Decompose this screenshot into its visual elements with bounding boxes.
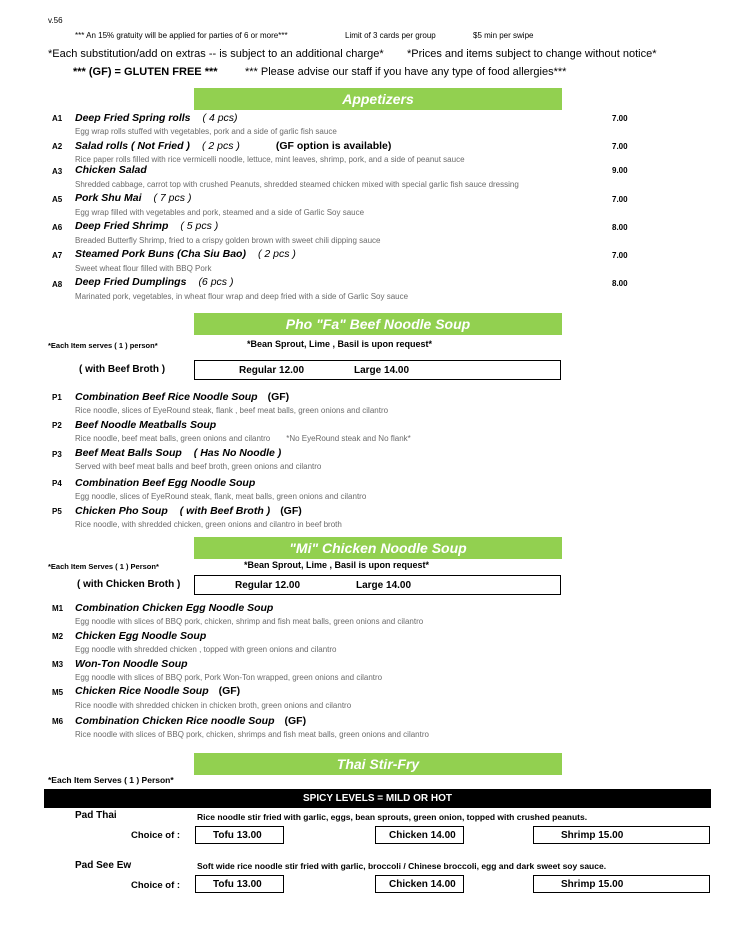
item-name: Salad rolls ( Not Fried ) ( 2 pcs ) (GF option is available) <box>75 140 392 152</box>
item-name: Deep Fried Dumplings (6 pcs ) <box>75 276 234 288</box>
item-description: Rice noodle, with shredded chicken, green onions and cilantro in beef broth <box>75 520 342 529</box>
item-description: Rice noodle, beef meat balls, green onions and cilantro *No EyeRound steak and No flank* <box>75 434 411 443</box>
chicken-option: Chicken 14.00 <box>375 875 464 893</box>
item-description: Sweet wheat flour filled with BBQ Pork <box>75 264 212 273</box>
choice-label: Choice of : <box>131 880 181 891</box>
dish-description: Rice noodle stir fried with garlic, eggs, bean sprouts, green onion, topped with crushed peanuts. <box>197 812 588 822</box>
item-code: A2 <box>52 142 63 151</box>
pho-request-note: *Bean Sprout, Lime , Basil is upon request* <box>247 339 433 349</box>
item-name: Chicken Pho Soup ( with Beef Broth ) (GF) <box>75 505 302 517</box>
item-description: Marinated pork, vegetables, in wheat flour wrap and deep fried with a side of Garlic Soy sauce <box>75 292 409 301</box>
item-description: Rice noodle with shredded chicken in chicken broth, green onions and cilantro <box>75 701 352 710</box>
item-name: Pork Shu Mai ( 7 pcs ) <box>75 192 192 204</box>
item-code: A3 <box>52 167 63 176</box>
item-code: A1 <box>52 114 63 123</box>
mi-broth-label: ( with Chicken Broth ) <box>77 579 181 590</box>
item-name: Beef Meat Balls Soup ( Has No Noodle ) <box>75 447 282 459</box>
item-description: Egg noodle with slices of BBQ pork, Pork Won-Ton wrapped, green onions and cilantro <box>75 673 383 682</box>
mi-banner: "Mi" Chicken Noodle Soup <box>194 537 562 559</box>
pho-large-price: Large 14.00 <box>354 365 410 376</box>
gratuity-note: *** An 15% gratuity will be applied for parties of 6 or more*** <box>75 31 288 40</box>
item-name: Won-Ton Noodle Soup <box>75 658 188 670</box>
item-name: Combination Chicken Egg Noodle Soup <box>75 602 274 614</box>
swipe-note: $5 min per swipe <box>473 31 534 40</box>
item-code: A5 <box>52 195 63 204</box>
cards-note: Limit of 3 cards per group <box>345 31 436 40</box>
spicy-levels-bar: SPICY LEVELS = MILD OR HOT <box>44 789 711 808</box>
substitution-note: *Each substitution/add on extras -- is subject to an additional charge* <box>48 48 384 60</box>
item-name: Chicken Egg Noodle Soup <box>75 630 207 642</box>
dish-name: Pad Thai <box>75 810 117 821</box>
version-label: v.56 <box>48 16 63 25</box>
shrimp-option: Shrimp 15.00 <box>533 875 710 893</box>
item-code: P5 <box>52 507 62 516</box>
pho-regular-price: Regular 12.00 <box>239 365 305 376</box>
mi-serves-note: *Each Item Serves ( 1 ) Person* <box>48 562 159 571</box>
pho-banner: Pho "Fa" Beef Noodle Soup <box>194 313 562 335</box>
item-name: Steamed Pork Buns (Cha Siu Bao) ( 2 pcs ) <box>75 248 296 260</box>
prices-note: *Prices and items subject to change without notice* <box>407 48 657 60</box>
item-price: 7.00 <box>612 251 628 260</box>
item-code: P1 <box>52 393 62 402</box>
thai-serves-note: *Each Item Serves ( 1 ) Person* <box>48 775 174 785</box>
item-code: P2 <box>52 421 62 430</box>
item-name: Combination Chicken Rice noodle Soup (GF) <box>75 715 307 727</box>
item-description: Egg noodle, slices of EyeRound steak, flank, meat balls, green onions and cilantro <box>75 492 367 501</box>
item-description: Rice noodle with slices of BBQ pork, chicken, shrimps and fish meat balls, green onions and cilantro <box>75 730 429 739</box>
item-code: P3 <box>52 450 62 459</box>
item-name: Combination Beef Egg Noodle Soup <box>75 477 256 489</box>
item-code: M6 <box>52 717 64 726</box>
item-price: 8.00 <box>612 223 628 232</box>
item-name: Combination Beef Rice Noodle Soup (GF) <box>75 391 290 403</box>
item-description: Served with beef meat balls and beef broth, green onions and cilantro <box>75 462 322 471</box>
item-description: Breaded Butterfly Shrimp, fried to a crispy golden brown with sweet chili dipping sauce <box>75 236 381 245</box>
item-price: 8.00 <box>612 279 628 288</box>
mi-size-box <box>194 575 561 595</box>
item-description: Rice paper rolls filled with rice vermicelli noodle, lettuce, mint leaves, shrimp, pork, and a side of peanut sauce <box>75 155 465 164</box>
item-code: M5 <box>52 688 64 697</box>
tofu-option: Tofu 13.00 <box>195 875 284 893</box>
item-name: Deep Fried Spring rolls ( 4 pcs) <box>75 112 238 124</box>
shrimp-option: Shrimp 15.00 <box>533 826 710 844</box>
tofu-option: Tofu 13.00 <box>195 826 284 844</box>
item-description: Egg wrap rolls stuffed with vegetables, pork and a side of garlic fish sauce <box>75 127 337 136</box>
gluten-free-note: *** (GF) = GLUTEN FREE *** <box>73 66 218 78</box>
dish-name: Pad See Ew <box>75 860 132 871</box>
item-description: Egg wrap filled with vegetables and pork, steamed and a side of Garlic Soy sauce <box>75 208 365 217</box>
item-code: M1 <box>52 604 64 613</box>
chicken-option: Chicken 14.00 <box>375 826 464 844</box>
item-name: Chicken Salad <box>75 164 147 176</box>
pho-size-box <box>194 360 561 380</box>
appetizers-banner: Appetizers <box>194 88 562 110</box>
choice-label: Choice of : <box>131 830 181 841</box>
item-code: A8 <box>52 280 63 289</box>
item-code: P4 <box>52 479 62 488</box>
item-name: Deep Fried Shrimp ( 5 pcs ) <box>75 220 219 232</box>
item-description: Rice noodle, slices of EyeRound steak, flank , beef meat balls, green onions and cilantro <box>75 406 389 415</box>
pho-broth-label: ( with Beef Broth ) <box>79 364 166 375</box>
mi-regular-price: Regular 12.00 <box>235 580 301 591</box>
item-code: A6 <box>52 223 63 232</box>
item-code: M2 <box>52 632 64 641</box>
dish-description: Soft wide rice noodle stir fried with garlic, broccoli / Chinese broccoli, egg and dark sweet soy sauce. <box>197 861 607 871</box>
item-price: 7.00 <box>612 114 628 123</box>
item-code: M3 <box>52 660 64 669</box>
item-price: 7.00 <box>612 195 628 204</box>
item-name: Chicken Rice Noodle Soup (GF) <box>75 685 241 697</box>
item-description: Egg noodle with slices of BBQ pork, chicken, shrimp and fish meat balls, green onions and cilantro <box>75 617 424 626</box>
item-price: 7.00 <box>612 142 628 151</box>
pho-serves-note: *Each Item serves ( 1 ) person* <box>48 341 158 350</box>
allergy-note: *** Please advise our staff if you have any type of food allergies*** <box>245 66 567 78</box>
thai-banner: Thai Stir-Fry <box>194 753 562 775</box>
item-name: Beef Noodle Meatballs Soup <box>75 419 217 431</box>
item-description: Shredded cabbage, carrot top with crushed Peanuts, shredded steamed chicken mixed with special garlic fish sauce dressing <box>75 180 519 189</box>
mi-request-note: *Bean Sprout, Lime , Basil is upon request* <box>244 560 430 570</box>
item-code: A7 <box>52 251 63 260</box>
item-price: 9.00 <box>612 166 628 175</box>
item-description: Egg noodle with shredded chicken , topped with green onions and cilantro <box>75 645 337 654</box>
mi-large-price: Large 14.00 <box>356 580 412 591</box>
